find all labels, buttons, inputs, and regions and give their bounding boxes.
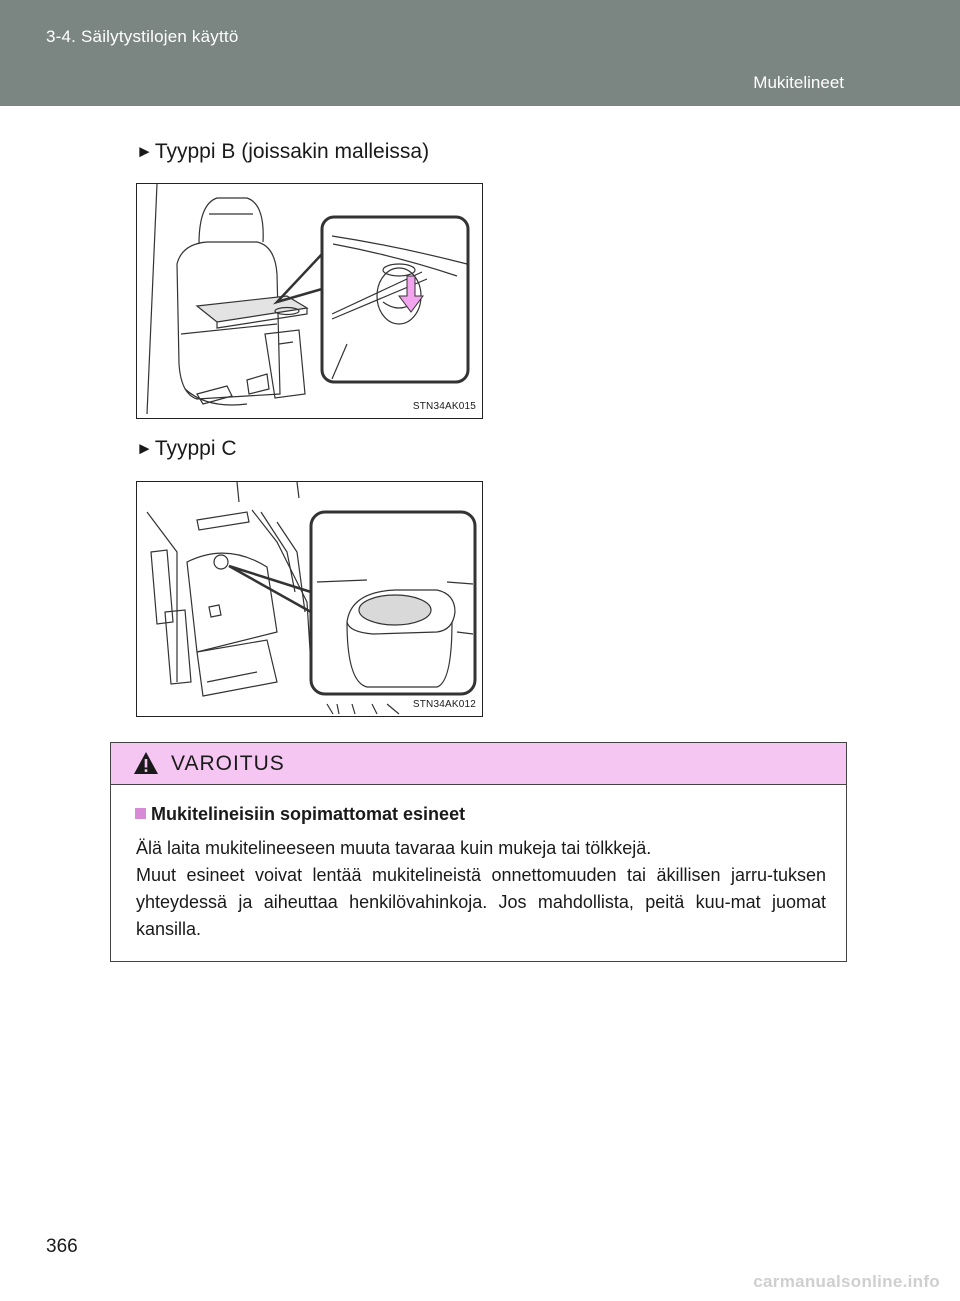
- figure-b-illustration: [136, 183, 483, 419]
- warning-paragraph: Älä laita mukitelineeseen muuta tavaraa kuin mukeja tai tölkkejä.: [136, 838, 652, 858]
- page-number: 366: [46, 1236, 78, 1257]
- figure-b-label: ►Tyyppi B (joissakin malleissa): [136, 140, 430, 163]
- figure-code: STN34AK012: [412, 699, 476, 710]
- chapter-title: Mukitelineet: [753, 73, 844, 92]
- seat-tray-illustration: [137, 184, 483, 419]
- bullet-square-icon: [135, 808, 146, 819]
- page-header: [0, 0, 960, 106]
- warning-heading: VAROITUS: [171, 752, 285, 775]
- warning-item-title: Mukitelineisiin sopimattomat esineet: [135, 804, 465, 825]
- figure-c-illustration: [136, 481, 483, 717]
- watermark: carmanualsonline.info: [753, 1272, 940, 1291]
- warning-body: [136, 835, 826, 943]
- section-title: 3-4. Säilytystilojen käyttö: [46, 27, 239, 46]
- warning-header: [111, 743, 846, 785]
- armrest-cup-illustration: [137, 482, 483, 717]
- figure-code: STN34AK015: [412, 401, 476, 412]
- pointer-arrow-icon: ►: [136, 439, 153, 458]
- warning-paragraph: Muut esineet voivat lentää mukitelineistä onnettomuuden tai äkillisen jarru-tuksen yhteydessä ja aiheuttaa henkilövahinkoja. Jos mahdollista, peitä kuu-mat juomat kansilla.: [136, 865, 826, 939]
- pointer-arrow-icon: ►: [136, 142, 153, 161]
- warning-triangle-icon: [133, 751, 159, 775]
- figure-c-label: ►Tyyppi C: [136, 437, 237, 460]
- warning-box: [110, 742, 847, 962]
